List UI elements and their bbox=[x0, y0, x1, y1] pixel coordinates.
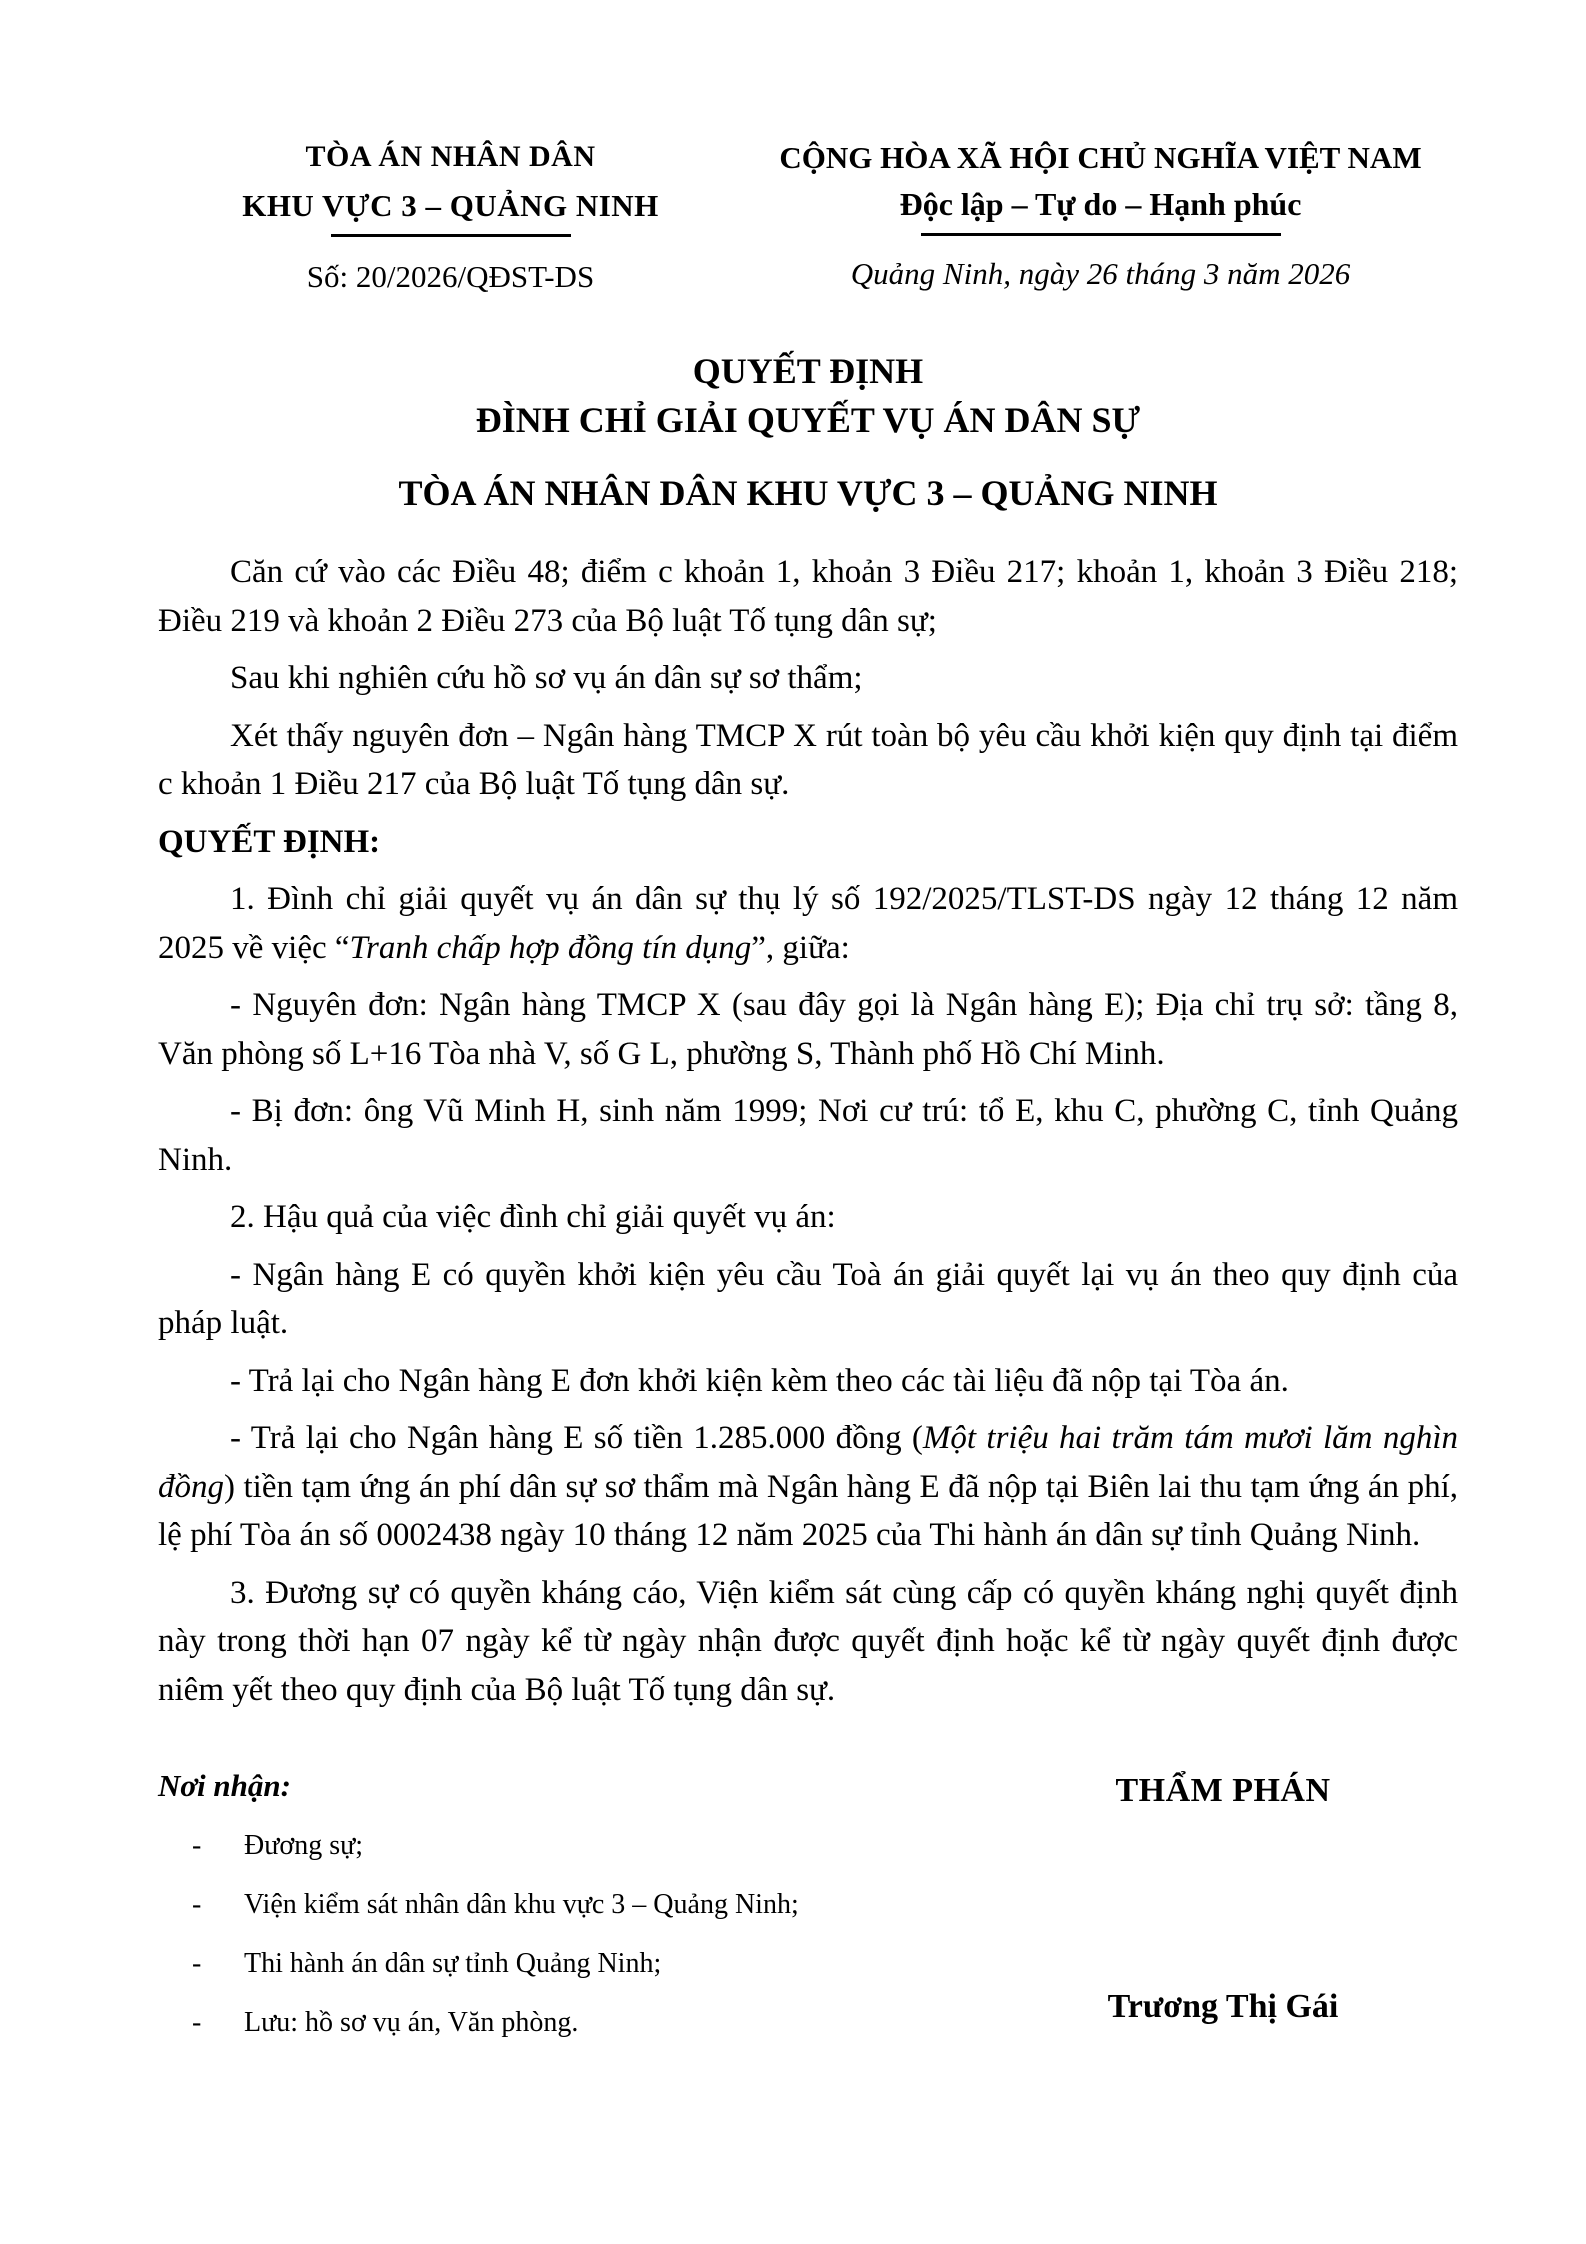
document-header bbox=[158, 140, 1458, 295]
recipient-text: Đương sự; bbox=[244, 1830, 364, 1862]
recipient-item bbox=[158, 1828, 988, 1863]
title-line3-issuer: TÒA ÁN NHÂN DÂN KHU VỰC 3 – QUẢNG NINH bbox=[398, 473, 1218, 514]
signature-block bbox=[988, 1768, 1458, 2040]
recipient-item bbox=[158, 1946, 988, 1981]
preamble-paragraph-legal-basis: Căn cứ vào các Điều 48; điểm c khoản 1, khoản 3 Điều 217; khoản 1, khoản 3 Điều 218; Điều 219 và khoản 2 Điều 273 của Bộ luật Tố tụng dân sự; bbox=[158, 554, 1458, 639]
recipient-text: Viện kiểm sát nhân dân khu vực 3 – Quảng Ninh; bbox=[244, 1889, 799, 1921]
recipients-block bbox=[158, 1768, 988, 2040]
recipient-text: Lưu: hồ sơ vụ án, Văn phòng. bbox=[244, 2007, 579, 2039]
dash-bullet: - bbox=[192, 1830, 202, 1862]
decision-item-3: 3. Đương sự có quyền kháng cáo, Viện kiểm sát cùng cấp có quyền kháng nghị quyết định này trong thời hạn 07 ngày kể từ ngày nhận được quyết định hoặc kể từ ngày quyết định được niêm yết theo quy định của Bộ luật Tố tụng dân sự. bbox=[158, 1574, 1458, 1708]
national-header-line1: CỘNG HÒA XÃ HỘI CHỦ NGHĨA VIỆT NAM bbox=[779, 140, 1422, 175]
place-date-line: Quảng Ninh, ngày 26 tháng 3 năm 2026 bbox=[850, 256, 1351, 291]
motto-rule bbox=[921, 233, 1281, 236]
decision-item-1-case-name: Tranh chấp hợp đồng tín dụng bbox=[349, 929, 752, 966]
title-line1: QUYẾT ĐỊNH bbox=[692, 351, 924, 391]
preamble-paragraph-review: Sau khi nghiên cứu hồ sơ vụ án dân sự sơ thẩm; bbox=[230, 660, 863, 697]
national-header-line2: Độc lập – Tự do – Hạnh phúc bbox=[899, 186, 1302, 222]
consequence-paragraph-2: - Trả lại cho Ngân hàng E đơn khởi kiện kèm theo các tài liệu đã nộp tại Tòa án. bbox=[230, 1362, 1289, 1399]
preamble-paragraph-finding: Xét thấy nguyên đơn – Ngân hàng TMCP X rút toàn bộ yêu cầu khởi kiện quy định tại điểm c khoản 1 Điều 217 của Bộ luật Tố tụng dân sự. bbox=[158, 717, 1458, 803]
plaintiff-paragraph: - Nguyên đơn: Ngân hàng TMCP X (sau đây gọi là Ngân hàng E); Địa chỉ trụ sở: tầng 8, Văn phòng số L+16 Tòa nhà V, số G L, phường S, Thành phố Hồ Chí Minh. bbox=[158, 987, 1458, 1072]
recipient-item bbox=[158, 2005, 988, 2040]
dash-bullet: - bbox=[192, 2007, 202, 2039]
court-name-line2: KHU VỰC 3 – QUẢNG NINH bbox=[242, 188, 659, 223]
decision-heading: QUYẾT ĐỊNH: bbox=[158, 823, 381, 860]
document-footer bbox=[158, 1768, 1458, 2040]
consequence-paragraph-3 bbox=[158, 1414, 1458, 1560]
national-motto-block bbox=[743, 140, 1458, 295]
document-title bbox=[158, 347, 1458, 514]
judge-name: Trương Thị Gái bbox=[1107, 1988, 1339, 2026]
decision-item-2: 2. Hậu quả của việc đình chỉ giải quyết vụ án: bbox=[230, 1199, 836, 1236]
court-header-block bbox=[158, 140, 743, 295]
title-line2: ĐÌNH CHỈ GIẢI QUYẾT VỤ ÁN DÂN SỰ bbox=[475, 399, 1141, 440]
recipient-text: Thi hành án dân sự tỉnh Quảng Ninh; bbox=[244, 1948, 662, 1980]
court-name-line1: TÒA ÁN NHÂN DÂN bbox=[305, 140, 596, 173]
judge-title: THẨM PHÁN bbox=[1115, 1772, 1331, 1810]
consequence-3-pre: - Trả lại cho Ngân hàng E số tiền 1.285.000 đồng ( bbox=[230, 1420, 923, 1457]
document-body bbox=[158, 548, 1458, 1714]
defendant-paragraph: - Bị đơn: ông Vũ Minh H, sinh năm 1999; Nơi cư trú: tổ E, khu C, phường C, tỉnh Quảng Ninh. bbox=[158, 1093, 1458, 1178]
recipients-label: Nơi nhận: bbox=[158, 1768, 291, 1804]
court-header-rule bbox=[331, 234, 571, 237]
recipient-item bbox=[158, 1887, 988, 1922]
consequence-3-amount-words: Một triệu hai trăm tám mươi lăm nghìn đồng bbox=[158, 1420, 1458, 1505]
dash-bullet: - bbox=[192, 1889, 202, 1921]
decision-item-1-pre: 1. Đình chỉ giải quyết vụ án dân sự thụ lý số 192/2025/TLST-DS ngày 12 tháng 12 năm 2025 về việc “ bbox=[158, 881, 1458, 966]
decision-item-1-post: ”, giữa: bbox=[751, 929, 850, 966]
decision-item-1 bbox=[158, 875, 1458, 972]
consequence-3-post: ) tiền tạm ứng án phí dân sự sơ thẩm mà Ngân hàng E đã nộp tại Biên lai thu tạm ứng án phí, lệ phí Tòa án số 0002438 ngày 10 tháng 12 năm 2025 của Thi hành án dân sự tỉnh Quảng Ninh. bbox=[158, 1468, 1458, 1554]
document-number: Số: 20/2026/QĐST-DS bbox=[306, 259, 595, 294]
dash-bullet: - bbox=[192, 1948, 202, 1980]
consequence-paragraph-1: - Ngân hàng E có quyền khởi kiện yêu cầu Toà án giải quyết lại vụ án theo quy định của pháp luật. bbox=[158, 1256, 1458, 1342]
